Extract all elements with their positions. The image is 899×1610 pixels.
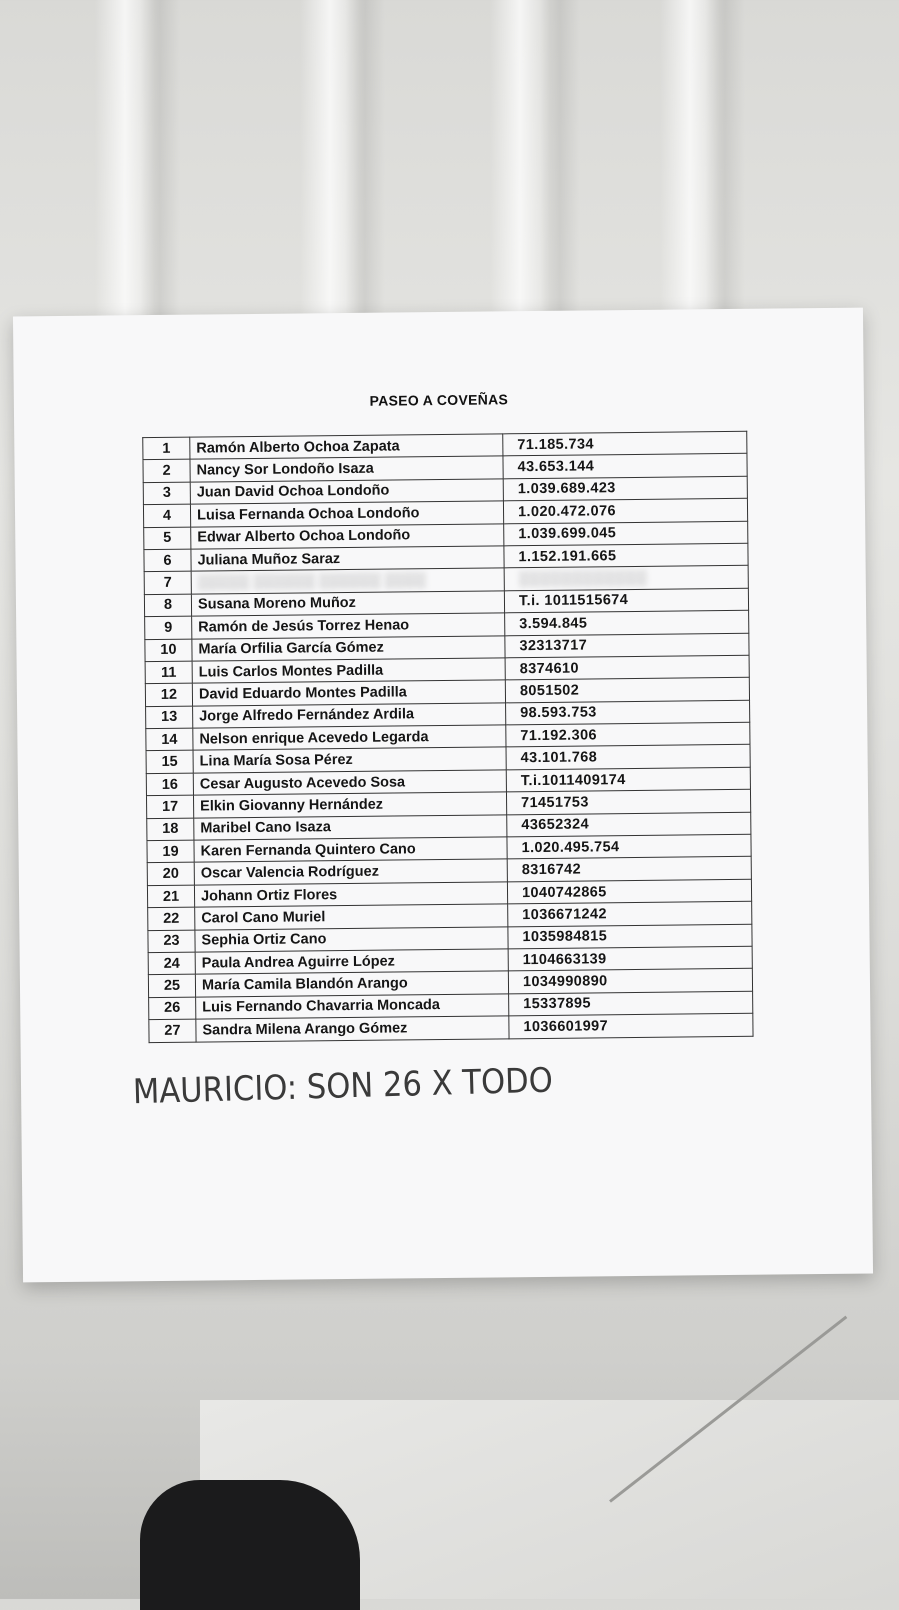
row-number: 14 <box>146 728 193 751</box>
shoe <box>140 1480 360 1610</box>
passenger-name: Juan David Ochoa Londoño <box>190 479 503 505</box>
passenger-name: Sephia Ortiz Cano <box>195 926 508 952</box>
row-number: 12 <box>145 683 192 706</box>
row-number: 22 <box>148 907 195 930</box>
passenger-name: Luis Carlos Montes Padilla <box>192 658 505 684</box>
row-number: 5 <box>144 527 191 550</box>
row-number: 21 <box>147 885 194 908</box>
row-number: 15 <box>146 751 193 774</box>
row-number: 10 <box>145 639 192 662</box>
row-number: 27 <box>149 1019 196 1042</box>
passenger-name: Ramón de Jesús Torrez Henao <box>192 613 505 639</box>
row-number: 1 <box>143 437 190 460</box>
row-number: 24 <box>148 952 195 975</box>
row-number: 25 <box>148 974 195 997</box>
row-number: 4 <box>143 504 190 527</box>
passenger-name: Cesar Augusto Acevedo Sosa <box>193 770 506 796</box>
passenger-name: Nancy Sor Londoño Isaza <box>190 456 503 482</box>
passenger-name: Karen Fernanda Quintero Cano <box>194 837 507 863</box>
id-number: 1.020.495.754 <box>507 834 751 859</box>
id-number: 1.039.689.423 <box>503 476 747 501</box>
chair-ridge-shadow <box>345 0 385 330</box>
id-number: T.i.1011409174 <box>506 767 750 792</box>
id-number: 1.152.191.665 <box>504 543 748 568</box>
passenger-name: Carol Cano Muriel <box>195 904 508 930</box>
id-number: 71451753 <box>506 790 750 815</box>
id-number: 1104663139 <box>508 946 752 971</box>
id-number: 71.192.306 <box>506 722 750 747</box>
id-number: 3.594.845 <box>505 610 749 635</box>
passenger-name: Luis Fernando Chavarria Moncada <box>196 994 509 1020</box>
passenger-table <box>142 431 753 1043</box>
id-number: 1.039.699.045 <box>504 521 748 546</box>
passenger-name: Jorge Alfredo Fernández Ardila <box>193 703 506 729</box>
id-number: 15337895 <box>509 991 753 1016</box>
passenger-name: Paula Andrea Aguirre López <box>195 949 508 975</box>
passenger-name: Lina María Sosa Pérez <box>193 747 506 773</box>
handwritten-note <box>133 1059 734 1125</box>
id-number: 43652324 <box>507 812 751 837</box>
id-number: 8374610 <box>505 655 749 680</box>
row-number: 13 <box>146 706 193 729</box>
id-number: 1036671242 <box>508 901 752 926</box>
row-number: 16 <box>146 773 193 796</box>
paper-sheet <box>13 308 873 1283</box>
chair-ridge-shadow <box>540 0 580 330</box>
passenger-name: Juliana Muñoz Saraz <box>191 546 504 572</box>
row-number: 26 <box>149 997 196 1020</box>
id-number: 8316742 <box>507 857 751 882</box>
row-number: 20 <box>147 863 194 886</box>
passenger-name: Johann Ortiz Flores <box>194 882 507 908</box>
row-number: 19 <box>147 840 194 863</box>
row-number: 23 <box>148 930 195 953</box>
row-number: 9 <box>145 616 192 639</box>
passenger-name: María Camila Blandón Arango <box>195 971 508 997</box>
id-number: 98.593.753 <box>506 700 750 725</box>
id-number-redacted: ░░░░░░░░░░░░ <box>504 566 748 591</box>
id-number: 1034990890 <box>508 969 752 994</box>
id-number: 1035984815 <box>508 924 752 949</box>
handwritten-note-text: MAURICIO: SON 26 X TODO <box>132 1059 600 1113</box>
passenger-name: Oscar Valencia Rodríguez <box>194 859 507 885</box>
id-number: 32313717 <box>505 633 749 658</box>
document-title: PASEO A COVEÑAS <box>369 391 509 409</box>
id-number: 8051502 <box>505 678 749 703</box>
passenger-name: David Eduardo Montes Padilla <box>192 680 505 706</box>
passenger-name: Luisa Fernanda Ochoa Londoño <box>190 501 503 527</box>
passenger-name: Nelson enrique Acevedo Legarda <box>193 725 506 751</box>
id-number: 1040742865 <box>507 879 751 904</box>
passenger-name: Ramón Alberto Ochoa Zapata <box>190 434 503 460</box>
row-number: 11 <box>145 661 192 684</box>
id-number: 43.653.144 <box>503 454 747 479</box>
row-number: 18 <box>147 818 194 841</box>
id-number: T.i. 1011515674 <box>504 588 748 613</box>
row-number: 17 <box>146 795 193 818</box>
passenger-name-redacted: ░░░░░ ░░░░░░ ░░░░░░ ░░░░ <box>191 568 504 594</box>
passenger-table-body <box>143 431 753 1042</box>
chair-ridge-shadow <box>140 0 180 330</box>
passenger-name: Susana Moreno Muñoz <box>191 591 504 617</box>
passenger-name: María Orfilia García Gómez <box>192 635 505 661</box>
row-number: 7 <box>144 571 191 594</box>
id-number: 43.101.768 <box>506 745 750 770</box>
row-number: 2 <box>143 460 190 483</box>
row-number: 8 <box>144 594 191 617</box>
passenger-name: Elkin Giovanny Hernández <box>193 792 506 818</box>
passenger-name: Sandra Milena Arango Gómez <box>196 1016 509 1042</box>
row-number: 6 <box>144 549 191 572</box>
chair-ridge-shadow <box>705 0 745 330</box>
id-number: 71.185.734 <box>503 431 747 456</box>
id-number: 1036601997 <box>509 1013 753 1038</box>
id-number: 1.020.472.076 <box>503 498 747 523</box>
passenger-name: Edwar Alberto Ochoa Londoño <box>191 523 504 549</box>
passenger-name: Maribel Cano Isaza <box>194 814 507 840</box>
row-number: 3 <box>143 482 190 505</box>
